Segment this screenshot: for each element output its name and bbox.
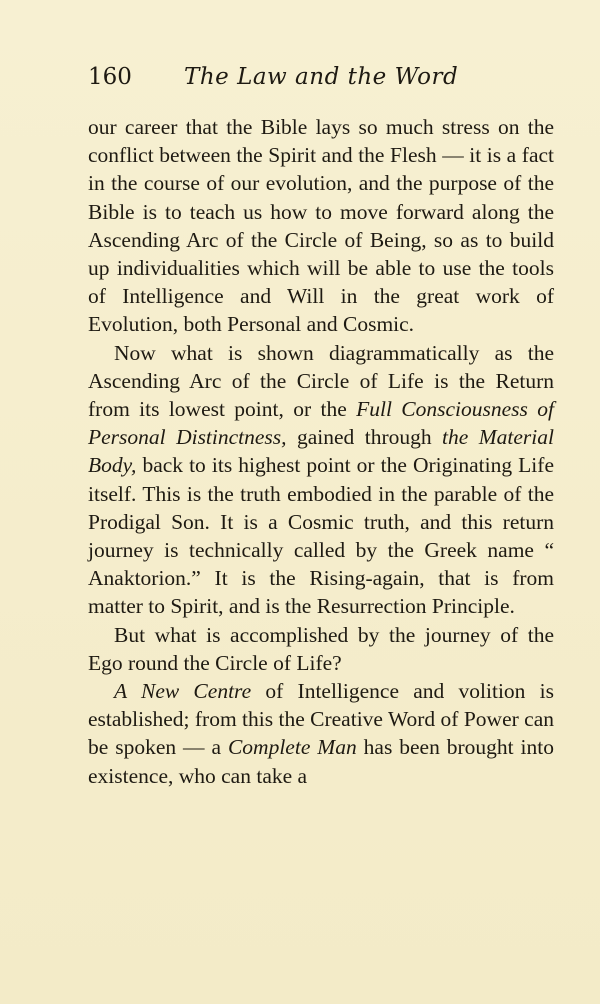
text-segment: Now what is shown diagrammatically as the Ascending Arc of the Circle of Life is the Return from its lowest point, or the: [88, 340, 554, 422]
italic-phrase: the Material Body,: [88, 425, 554, 478]
text-segment: our career that the Bible lays so much stress on the conflict between the Spirit and the Flesh — it is a fact in the course of our evolution, and the purpose of the Bible is to teach us how to move forward along the Ascending Arc of the Circle of Being, so as to build up individualities which will be able to use the tools of Intelligence and Will in the great work of Evolution, both Personal and Cosmic.: [88, 115, 554, 337]
italic-phrase: A New Centre: [114, 679, 252, 704]
body-text: [88, 113, 554, 790]
running-title: The Law and the Word: [184, 64, 459, 90]
text-segment: gained through: [286, 425, 443, 450]
paragraph-3: [88, 621, 554, 677]
italic-phrase: Complete Man: [227, 735, 357, 760]
page-header: [88, 62, 558, 92]
text-segment: But what is accomplished by the journey of the Ego round the Circle of Life?: [88, 622, 554, 675]
paragraph-4: [88, 677, 554, 790]
paragraph-2: [88, 339, 554, 621]
text-segment: back to its highest point or the Originating Life itself. This is the truth embodied in the parable of the Prodigal Son. It is a Cosmic truth, and this return journey is technically called by the Greek name “ Anaktorion.” It is the Rising-again, that is from matter to Spirit, and is the Resurrection Principle.: [88, 453, 554, 619]
text-segment: of Intelligence and volition is established; from this the Creative Word of Power can be spoken — a: [88, 679, 554, 760]
paragraph-1: [88, 113, 554, 339]
text-segment: has been brought into existence, who can take a: [88, 735, 555, 788]
page-number: 160: [88, 64, 132, 90]
italic-phrase: Full Consciousness of Personal Distinctness,: [88, 397, 554, 450]
